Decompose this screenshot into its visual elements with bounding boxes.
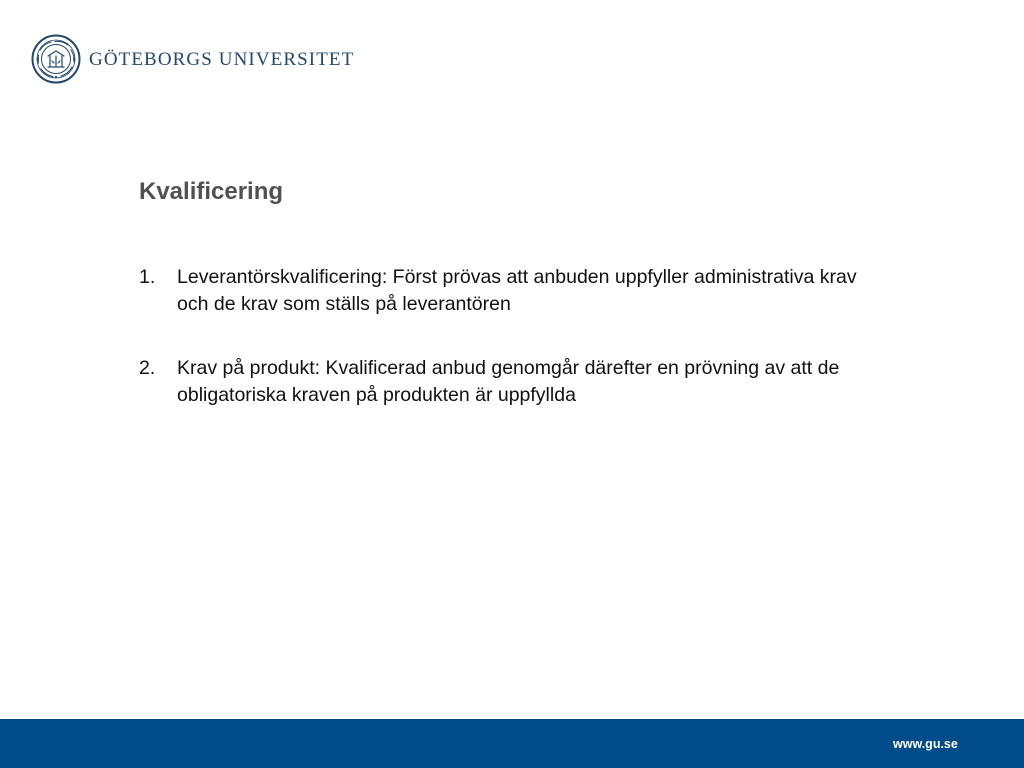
list-item — [139, 355, 879, 409]
list-item-number: 1. — [139, 266, 156, 288]
footer-bar — [0, 719, 1024, 768]
list-item-text: Krav på produkt: Kvalificerad anbud genomgår därefter en prövning av att de obligatoriska kraven på produkten är uppfyllda — [177, 357, 840, 406]
list-item-number: 2. — [139, 357, 156, 379]
numbered-list — [139, 264, 879, 409]
website-url: www.gu.se — [893, 737, 958, 751]
university-seal-icon — [31, 34, 81, 84]
slide-title: Kvalificering — [139, 178, 284, 205]
university-logo — [31, 34, 354, 84]
list-item — [139, 264, 879, 318]
university-name: GÖTEBORGS UNIVERSITET — [89, 48, 355, 70]
list-item-text: Leverantörskvalificering: Först prövas att anbuden uppfyller administrativa krav och de krav som ställs på leverantören — [177, 266, 857, 315]
